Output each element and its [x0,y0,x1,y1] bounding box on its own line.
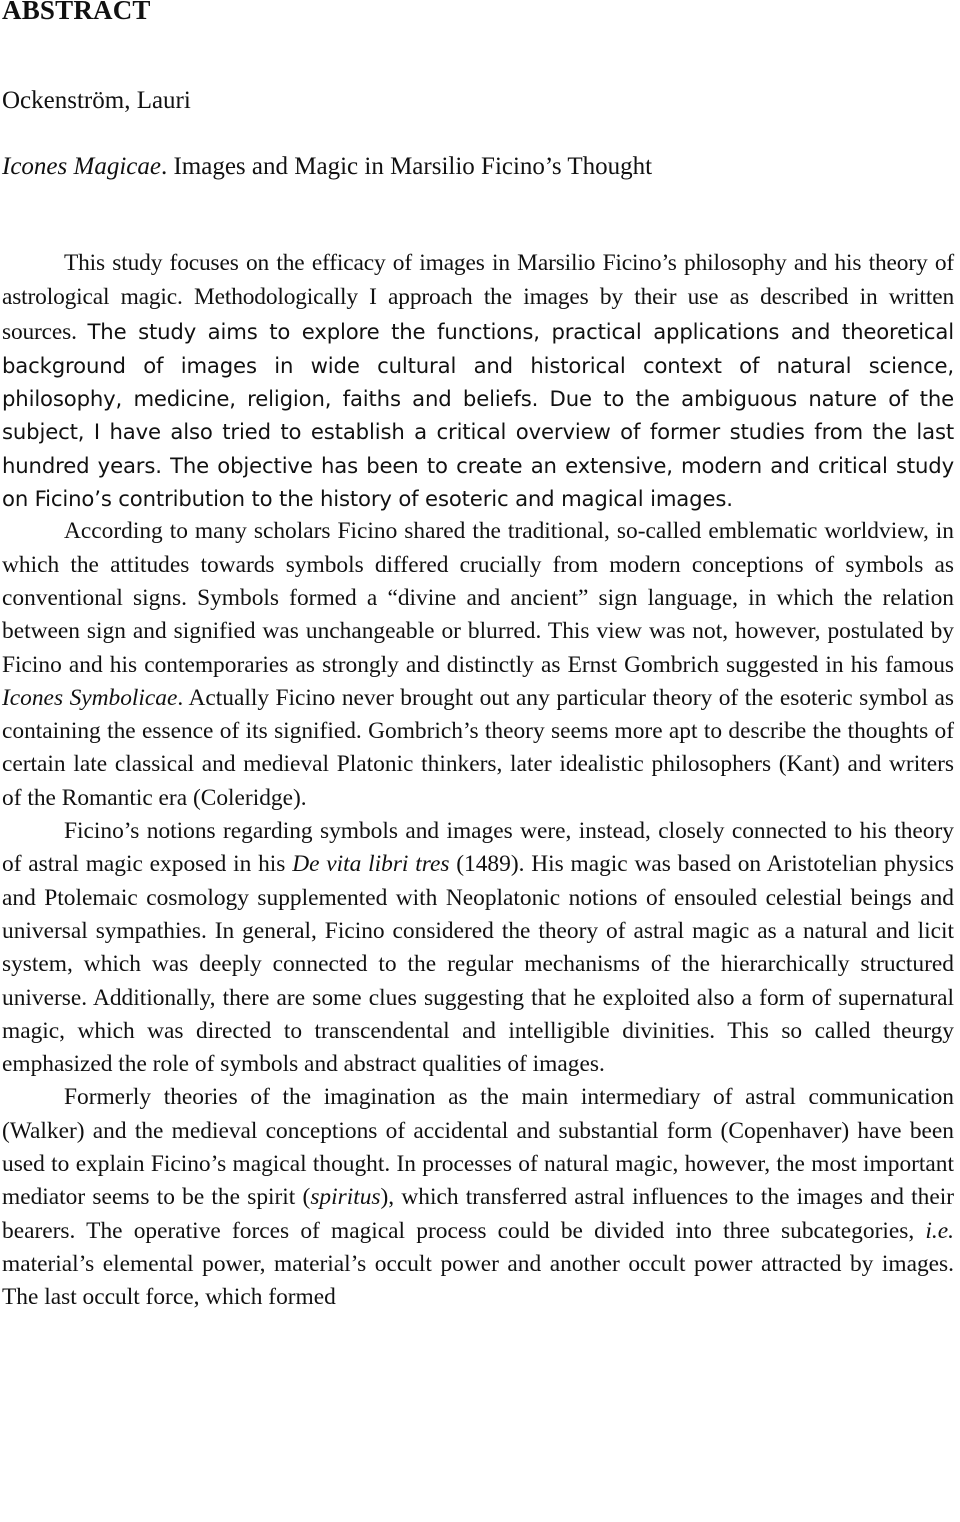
paragraph-1-lead: This study focuses on the efficacy of images in Marsilio Ficino’s philosophy and his theory of astrological magic. Methodologically I approach the images by their use as described in written sources. [2,250,954,345]
paragraph-4-text-c: material’s elemental power, material’s occult power and another occult power attracted by images. The last occult force, which formed [2,1250,954,1311]
abstract-body [2,246,954,1315]
paragraph-1 [2,246,954,515]
paragraph-2-italic: Icones Symbolicae [2,684,178,711]
paragraph-1-rest: The study aims to explore the functions, practical applications and theoretical background of images in wide cultural and historical context of natural science, philosophy, medicine, religion, faiths and beliefs. Due to the ambiguous nature of the subject, I have also tried to establish a critical overview of former studies from the last hundred years. The objective has been to create an extensive, modern and critical study on Ficino’s contribution to the history of esoteric and magical images. [2,318,954,512]
paragraph-2-text-b: . Actually Ficino never brought out any particular theory of the esoteric symbol as containing the essence of its signified. Gombrich’s theory seems more apt to describe the thoughts of certain late classical and medieval Platonic thinkers, later idealistic philosophers (Kant) and writers of the Romantic era (Coleridge). [2,684,954,811]
paragraph-3-text-a: Ficino’s notions regarding symbols and images were, instead, closely connected to his theory of astral magic exposed in his [2,818,954,878]
paragraph-4-italic-a: spiritus [310,1184,381,1211]
paragraph-2-text-a: According to many scholars Ficino shared the traditional, so-called emblematic worldview, in which the attitudes towards symbols differed crucially from modern conceptions of symbols as conventional signs. Symbols formed a “divine and ancient” sign language, in which the relation between sign and signified was unchangeable or blurred. This view was not, however, postulated by Ficino and his contemporaries as strongly and distinctly as Ernst Gombrich suggested in his famous [2,518,954,678]
work-title-italic: Icones Magicae [2,153,161,180]
work-title-rest: . Images and Magic in Marsilio Ficino’s Thought [160,153,653,180]
paragraph-3 [2,815,954,1081]
paragraph-3-italic: De vita libri tres [292,851,450,878]
paragraph-4 [2,1081,954,1314]
work-title [2,152,954,182]
paragraph-3-text-b: (1489). His magic was based on Aristotelian physics and Ptolemaic cosmology supplemented with Neoplatonic notions of ensouled celestial beings and universal sympathies. In general, Ficino considered the theory of astral magic as a natural and licit system, which was deeply connected to the regular mechanisms of the hierarchically structured universe. Additionally, there are some clues suggesting that he exploited also a form of supernatural magic, which was directed to transcendental and intelligible divinities. This so called theurgy emphasized the role of symbols and abstract qualities of images. [2,851,954,1078]
paragraph-4-italic-b: i.e. [925,1217,954,1244]
paragraph-4-text-b: ), which transferred astral influences to the images and their bearers. The operative forces of magical process could be divided into three subcategories, [2,1184,954,1244]
paragraph-2 [2,515,954,815]
paragraph-4-text-a: Formerly theories of the imagination as the main intermediary of astral communication (Walker) and the medieval conceptions of accidental and substantial form (Copenhaver) have been used to explain Ficino’s magical thought. In processes of natural magic, however, the most important mediator seems to be the spirit ( [2,1084,954,1211]
abstract-heading: ABSTRACT [2,0,151,25]
author-name: Ockenström, Lauri [2,87,191,114]
